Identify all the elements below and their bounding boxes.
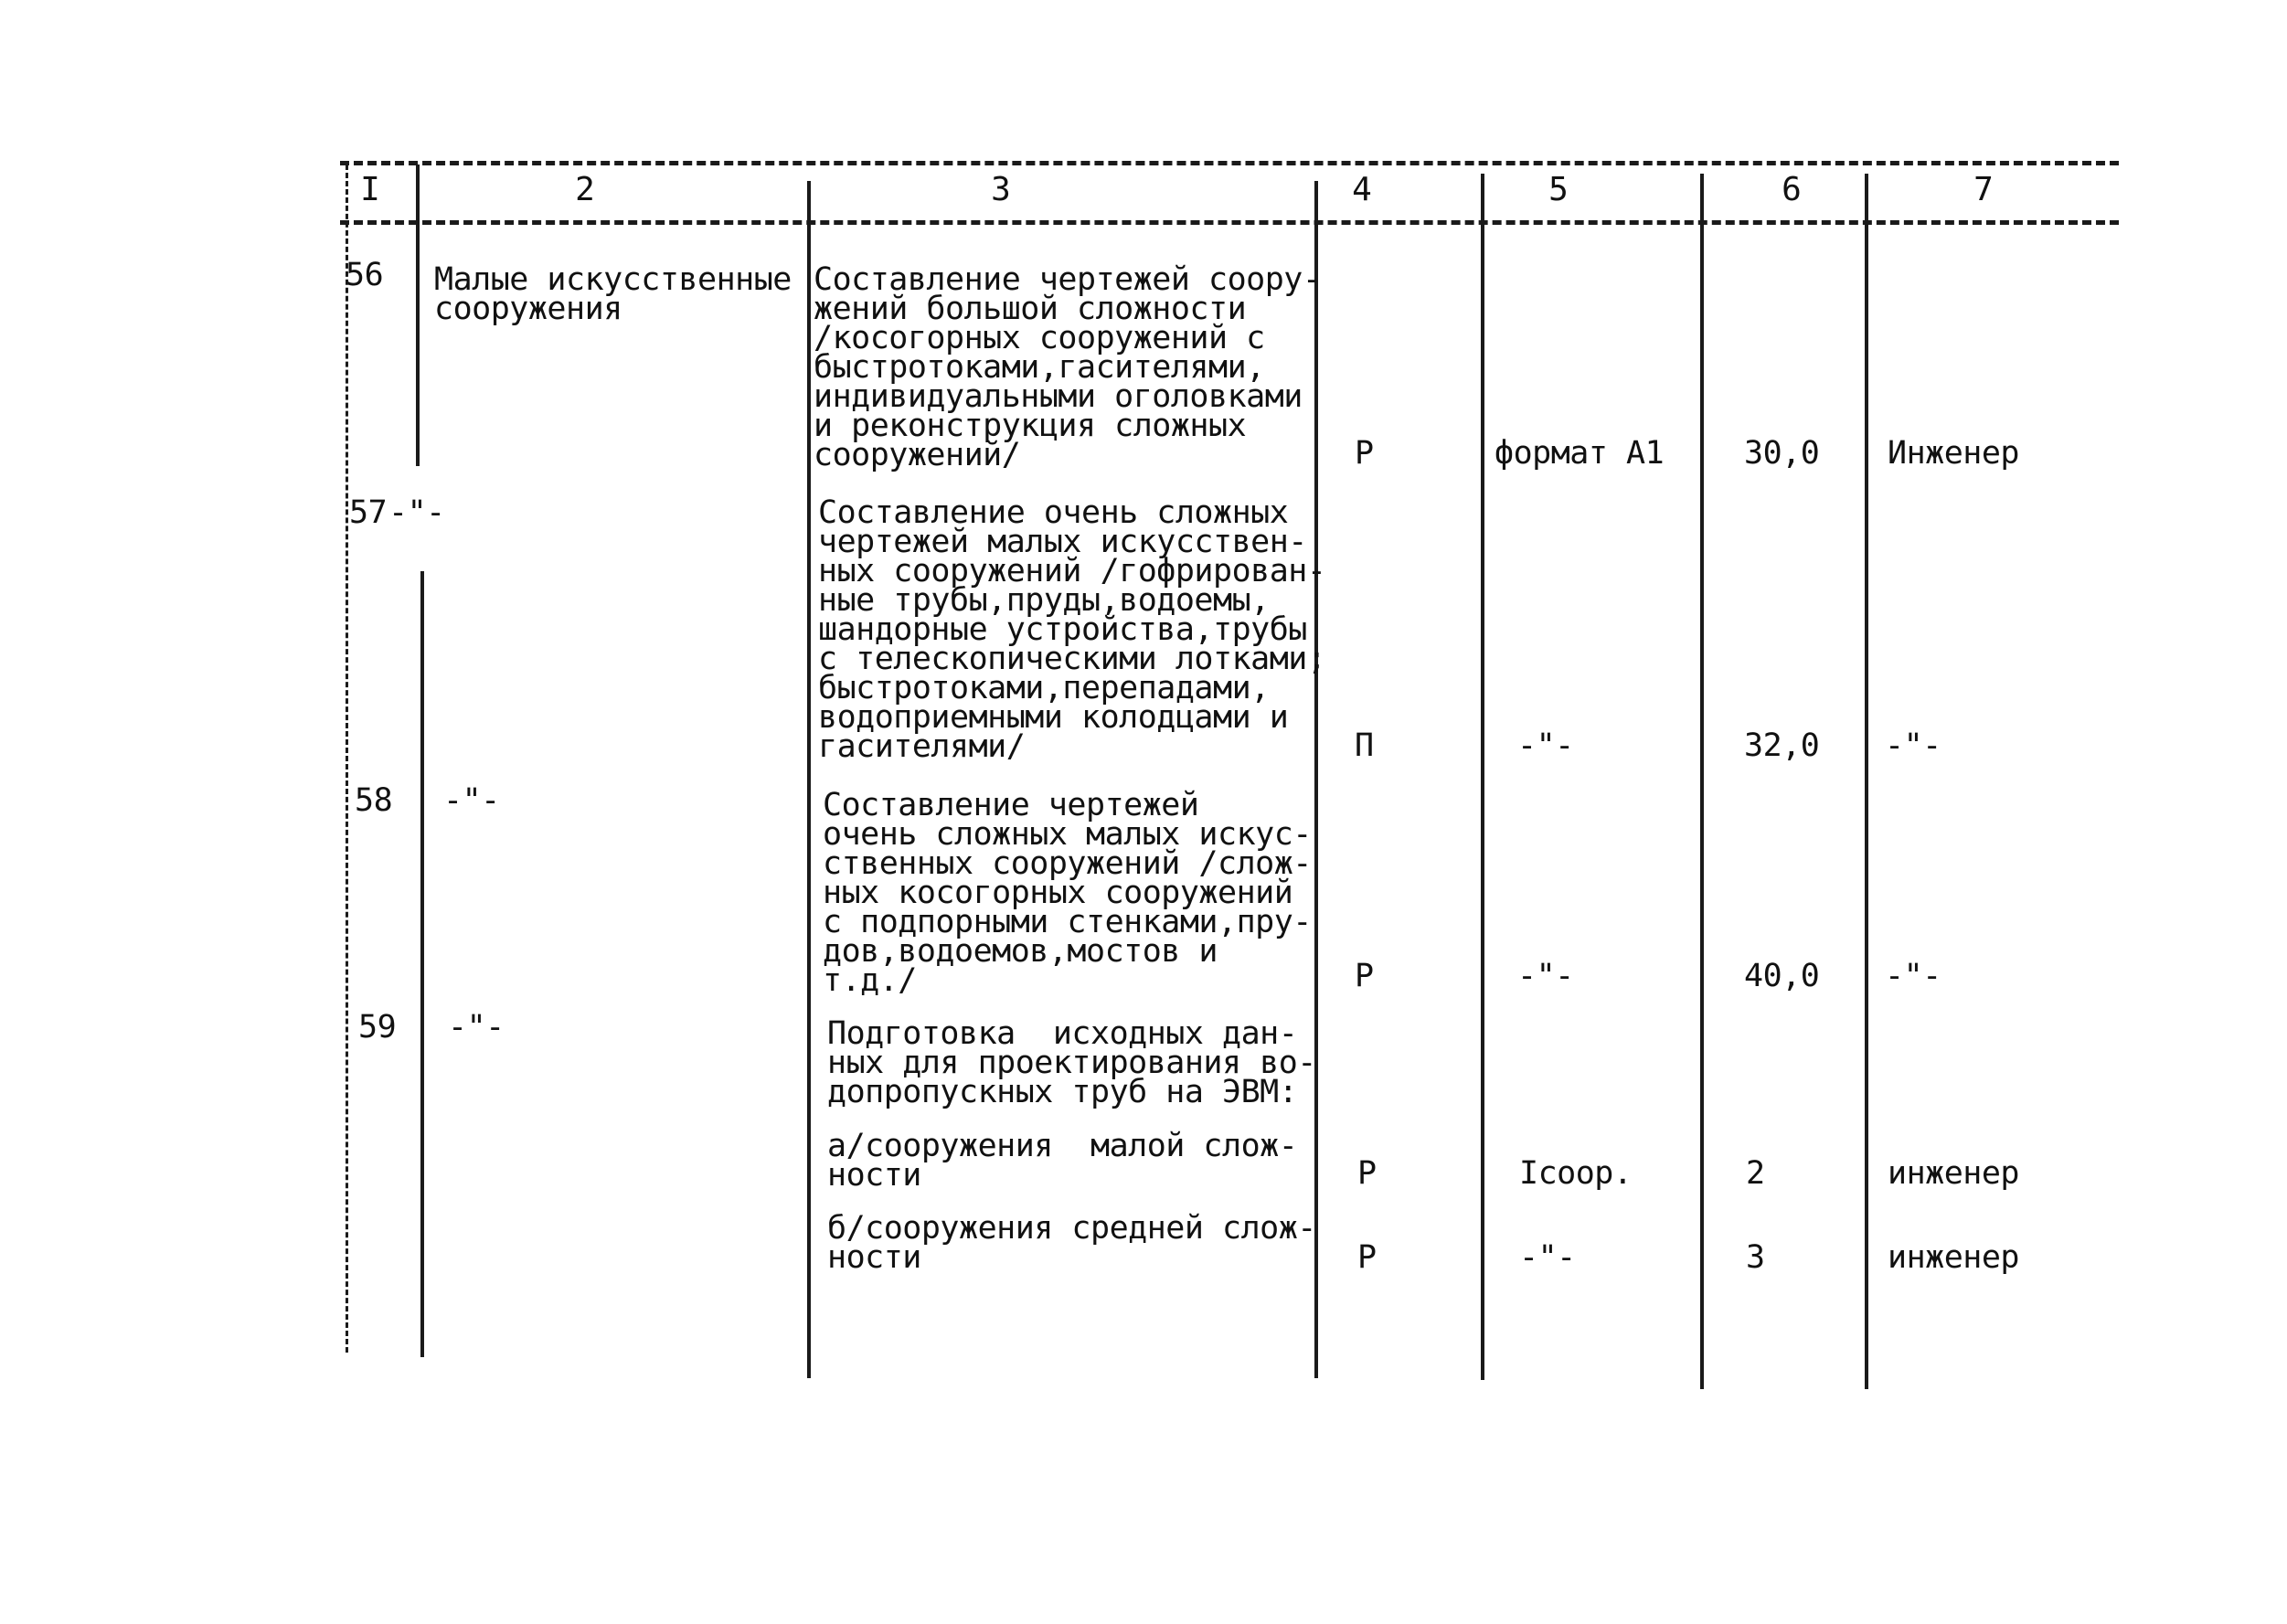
row-59-name: -"-	[448, 1009, 505, 1046]
row-56-number: 56	[346, 257, 384, 293]
row-56-description: Составление чертежей соору- жений большой сложности /косогорных сооружений с быстротоками,гасителями, индивидуальными оголовками и реконструкция сложных сооружений/	[814, 261, 1322, 473]
subrow-a-value: 2	[1746, 1155, 1765, 1192]
row-58-unit: -"-	[1517, 958, 1574, 994]
row-57-performer: -"-	[1885, 727, 1941, 764]
subrow-b-performer: инженер	[1888, 1239, 2020, 1276]
row-58-name: -"-	[443, 782, 500, 819]
row-58-value: 40,0	[1744, 958, 1820, 994]
row-57-unit: -"-	[1517, 727, 1574, 764]
header-bottom-rule	[340, 220, 2119, 225]
header-col-1: I	[360, 171, 380, 208]
subrow-a-unit: Iсоор.	[1519, 1155, 1633, 1192]
row-58-category: Р	[1355, 958, 1374, 994]
row-56-value: 30,0	[1744, 435, 1820, 472]
header-col-6: 6	[1782, 171, 1802, 208]
subrow-b-unit: -"-	[1519, 1239, 1576, 1276]
header-col-3: 3	[991, 171, 1011, 208]
row-57-description: Составление очень сложных чертежей малых искусствен- ных сооружений /гофрирован- ные трубы,пруды,водоемы, шандорные устройства,трубы с телескопическими лотками; быстротоками,перепадами, водоприемными колодцами и гасителями/	[818, 494, 1326, 765]
row-58-number: 58	[355, 782, 393, 819]
row-57-name: -"-	[388, 494, 445, 531]
subrow-a-category: Р	[1357, 1155, 1377, 1192]
subrow-b-value: 3	[1746, 1239, 1765, 1276]
subrow-b-description: б/сооружения средней слож- ности	[827, 1210, 1316, 1276]
header-col-7: 7	[1973, 171, 1994, 208]
column-separator-2b	[420, 571, 424, 1357]
subrow-a-description: а/сооружения малой слож- ности	[827, 1128, 1298, 1194]
header-top-rule	[340, 161, 2119, 165]
column-separator-3	[807, 181, 811, 1378]
row-56-name: Малые искусственные сооружения	[434, 261, 792, 327]
row-56-performer: Инженер	[1888, 435, 2020, 472]
column-separator-7	[1865, 174, 1868, 1389]
header-col-2: 2	[575, 171, 595, 208]
subrow-b-category: Р	[1357, 1239, 1377, 1276]
row-58-description: Составление чертежей очень сложных малых искус- ственных сооружений /слож- ных косогорных сооружений с подпорными стенками,пру- дов,водоемов,мостов и т.д./	[823, 787, 1312, 999]
header-col-5: 5	[1548, 171, 1569, 208]
column-separator-5	[1481, 174, 1484, 1380]
row-59-number: 59	[358, 1009, 397, 1046]
row-57-value: 32,0	[1744, 727, 1820, 764]
row-57-number: 57	[349, 494, 388, 531]
column-separator-6	[1700, 174, 1704, 1389]
row-56-unit: формат А1	[1495, 435, 1665, 472]
row-56-category: Р	[1355, 435, 1374, 472]
row-59-description: Подготовка исходных дан- ных для проектирования во- допропускных труб на ЭВМ:	[827, 1015, 1316, 1110]
header-col-4: 4	[1352, 171, 1372, 208]
row-57-category: П	[1355, 727, 1374, 764]
row-58-performer: -"-	[1885, 958, 1941, 994]
column-separator-2a	[416, 165, 420, 466]
subrow-a-performer: инженер	[1888, 1155, 2020, 1192]
column-separator-1	[346, 165, 348, 1353]
